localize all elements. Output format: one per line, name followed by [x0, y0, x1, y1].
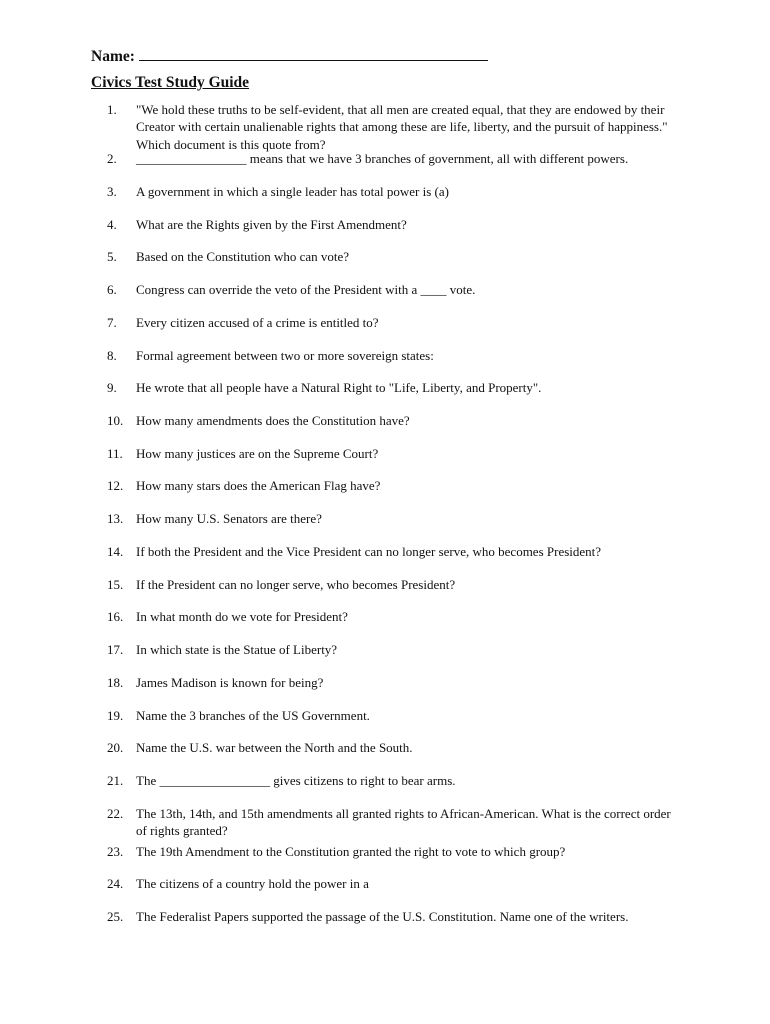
question-text: Name the U.S. war between the North and the South. [136, 740, 413, 755]
question-number: 8. [107, 348, 117, 363]
name-blank-line[interactable] [139, 46, 488, 61]
question-text: What are the Rights given by the First Amendment? [136, 217, 407, 232]
question-text: Congress can override the veto of the President with a ____ vote. [136, 282, 476, 297]
question-text: How many stars does the American Flag have? [136, 478, 381, 493]
question-text: In what month do we vote for President? [136, 609, 348, 624]
question-number: 15. [107, 577, 124, 592]
question-text: If the President can no longer serve, who becomes President? [136, 577, 456, 592]
question-number: 11. [107, 446, 123, 461]
question-number: 7. [107, 315, 117, 330]
question-number: 25. [107, 909, 124, 924]
question-number: 5. [107, 249, 117, 264]
question-text: How many justices are on the Supreme Court? [136, 446, 379, 461]
question-number: 19. [107, 708, 124, 723]
question-number: 1. [107, 102, 117, 117]
question-number: 12. [107, 478, 124, 493]
question-text: Based on the Constitution who can vote? [136, 249, 350, 264]
question-text: A government in which a single leader has total power is (a) [136, 184, 449, 199]
question-text: How many U.S. Senators are there? [136, 511, 322, 526]
question-number: 14. [107, 544, 124, 559]
question-text: If both the President and the Vice President can no longer serve, who becomes President? [136, 544, 602, 559]
question-text: The Federalist Papers supported the passage of the U.S. Constitution. Name one of the writers. [136, 909, 629, 924]
question-number: 13. [107, 511, 124, 526]
name-field [91, 46, 488, 66]
question-number: 10. [107, 413, 124, 428]
question-number: 22. [107, 806, 124, 821]
question-text: The _________________ gives citizens to right to bear arms. [136, 773, 456, 788]
question-number: 6. [107, 282, 117, 297]
question-text: How many amendments does the Constitution have? [136, 413, 410, 428]
question-text: The 19th Amendment to the Constitution granted the right to vote to which group? [136, 844, 566, 859]
question-number: 24. [107, 876, 124, 891]
question-number: 18. [107, 675, 124, 690]
question-text: "We hold these truths to be self-evident, that all men are created equal, that they are endowed by their Creator with certain unalienable rights that among these are life, liberty, and the pursuit of happiness." Which document is this quote from? [136, 102, 668, 152]
question-text: Formal agreement between two or more sovereign states: [136, 348, 434, 363]
question-number: 9. [107, 380, 117, 395]
question-number: 21. [107, 773, 124, 788]
question-number: 3. [107, 184, 117, 199]
question-text: Every citizen accused of a crime is entitled to? [136, 315, 379, 330]
question-text: James Madison is known for being? [136, 675, 324, 690]
question-text: Name the 3 branches of the US Government. [136, 708, 370, 723]
question-text: He wrote that all people have a Natural Right to "Life, Liberty, and Property". [136, 380, 542, 395]
name-label: Name: [91, 48, 135, 65]
question-number: 16. [107, 609, 124, 624]
question-number: 2. [107, 151, 117, 166]
question-number: 4. [107, 217, 117, 232]
question-text: The citizens of a country hold the power in a [136, 876, 369, 891]
page-title: Civics Test Study Guide [91, 74, 250, 91]
question-number: 20. [107, 740, 124, 755]
question-number: 17. [107, 642, 124, 657]
question-number: 23. [107, 844, 124, 859]
question-text: _________________ means that we have 3 branches of government, all with different powers. [136, 151, 629, 166]
question-text: The 13th, 14th, and 15th amendments all granted rights to African-American. What is the correct order of rights granted? [136, 806, 671, 839]
question-text: In which state is the Statue of Liberty? [136, 642, 338, 657]
